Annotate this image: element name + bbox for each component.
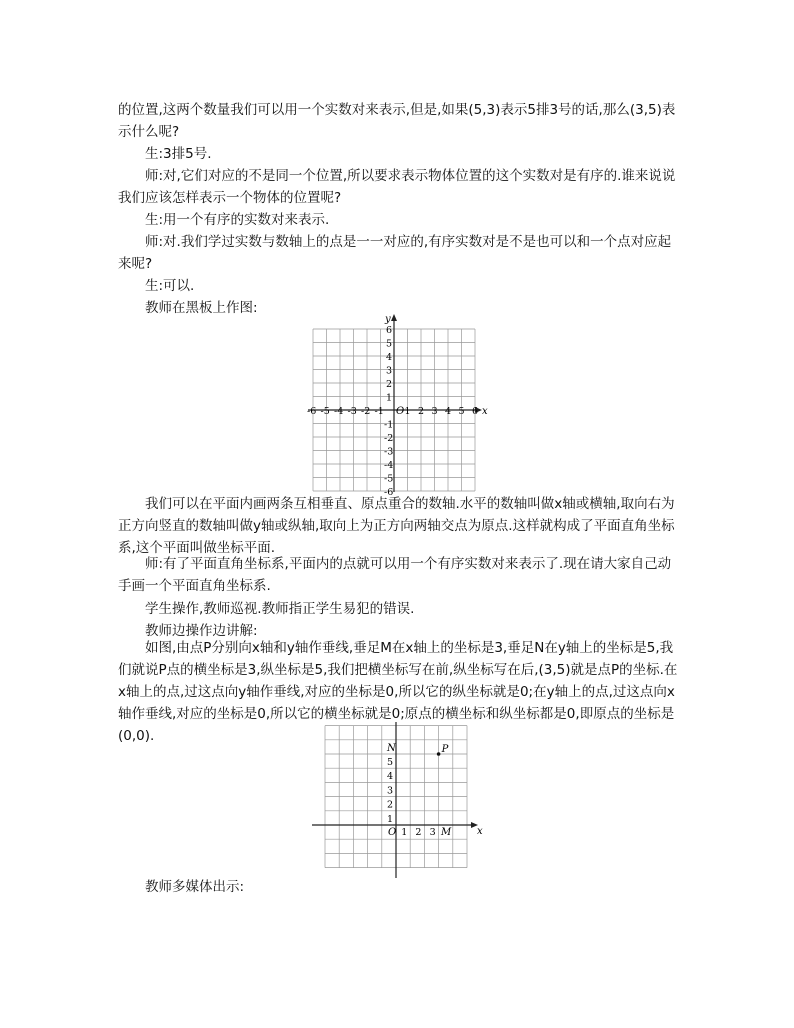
paragraph-10: 学生操作,教师巡视.教师指正学生易犯的错误.: [145, 601, 415, 617]
y-tick-label: 4: [386, 352, 393, 363]
y-tick-label: 1: [387, 813, 394, 825]
y-tick-label: 4: [387, 771, 394, 783]
origin-label: O: [388, 827, 397, 838]
paragraph-11: 教师边操作边讲解:: [145, 623, 258, 639]
x-tick-label: 6: [472, 406, 479, 417]
y-tick-label: 2: [386, 379, 393, 390]
tick-labels: [307, 325, 478, 498]
x-axis-label: x: [477, 826, 483, 837]
paragraph-1: 的位置,这两个数量我们可以用一个实数对来表示,但是,如果(5,3)表示5排3号的话,那么(3,5)表示什么呢?: [118, 102, 676, 140]
paragraph-5: 师:对.我们学过实数与数轴上的点是一一对应的,有序实数对是不是也可以和一个点对应起来呢?: [118, 234, 672, 272]
x-tick-label: 1: [404, 406, 411, 417]
y-tick-label: 6: [386, 325, 393, 336]
x-tick-label: -3: [347, 406, 357, 417]
y-axis-arrow: [391, 314, 397, 321]
x-tick-label: -5: [320, 406, 330, 417]
paragraph-7: 教师在黑板上作图:: [145, 300, 258, 316]
y-tick-label: 3: [387, 785, 394, 797]
paragraph-13: 教师多媒体出示:: [145, 879, 245, 895]
y-tick-label: -6: [384, 487, 394, 498]
y-tick-label: 1: [386, 392, 393, 404]
x-tick-label: -6: [307, 406, 317, 417]
y-tick-label: -3: [384, 446, 394, 458]
y-axis-label: y: [385, 314, 391, 325]
x-tick-label: 3: [431, 406, 438, 417]
paragraph-3: 师:对,它们对应的不是同一个位置,所以要求表示物体位置的这个实数对是有序的.谁来说说我们应该怎样表示一个物体的位置呢?: [118, 168, 676, 206]
y-tick-label: 3: [386, 365, 393, 377]
y-tick-label: 2: [387, 799, 394, 811]
x-tick-label: 1: [401, 827, 408, 838]
paragraph-6: 生:可以.: [145, 278, 195, 294]
origin-label: O: [396, 406, 405, 417]
m-label: M: [441, 827, 452, 838]
x-tick-label: 5: [458, 406, 465, 417]
y-tick-label: -1: [384, 419, 394, 431]
paragraph-4: 生:用一个有序的实数对来表示.: [145, 212, 330, 228]
point-p-label: P: [441, 744, 449, 755]
y-tick-label: 5: [386, 338, 393, 350]
x-axis-label: x: [482, 406, 488, 417]
y-tick-label: -5: [384, 473, 394, 485]
x-tick-label: -2: [361, 406, 371, 417]
x-tick-label: 2: [418, 406, 425, 417]
point-p: [437, 752, 441, 756]
paragraph-8: 我们可以在平面内画两条互相垂直、原点重合的数轴.水平的数轴叫做x轴或横轴,取向右为正方向竖直的数轴叫做y轴或纵轴,取向上为正方向两轴交点为原点.这样就构成了平面直角坐标系,这个平面叫做坐标平面.: [118, 496, 675, 556]
paragraph-9: 师:有了平面直角坐标系,平面内的点就可以用一个有序实数对来表示了.现在请大家自己动手画一个平面直角坐标系.: [118, 556, 672, 594]
coordinate-grid-figure: [300, 312, 500, 498]
n-label: N: [387, 743, 396, 754]
tick-labels: [387, 757, 436, 838]
point-p-figure: [310, 720, 490, 882]
y-tick-label: -2: [384, 433, 394, 444]
y-tick-label: 5: [387, 757, 394, 768]
x-tick-label: -4: [334, 406, 344, 417]
x-tick-label: 4: [445, 406, 452, 417]
paragraph-12: 如图,由点P分别向x轴和y轴作垂线,垂足M在x轴上的坐标是3,垂足N在y轴上的坐标是5,我们就说P点的横坐标是3,纵坐标是5,我们把横坐标写在前,纵坐标写在后,(3,5)就是点P的坐标.在x轴上的点,过这点向y轴作垂线,对应的坐标是0,所以它的纵坐标就是0;在y轴上的点,过这点向x轴作垂线,对应的坐标是0,所以它的横坐标就是0;原点的横坐标和纵坐标都是0,即原点的坐标是(0,0).: [118, 640, 678, 744]
x-tick-label: 3: [429, 827, 436, 838]
y-tick-label: -4: [384, 460, 394, 471]
x-tick-label: 2: [415, 827, 422, 838]
paragraph-2: 生:3排5号.: [145, 146, 212, 162]
x-tick-label: -1: [374, 406, 384, 417]
